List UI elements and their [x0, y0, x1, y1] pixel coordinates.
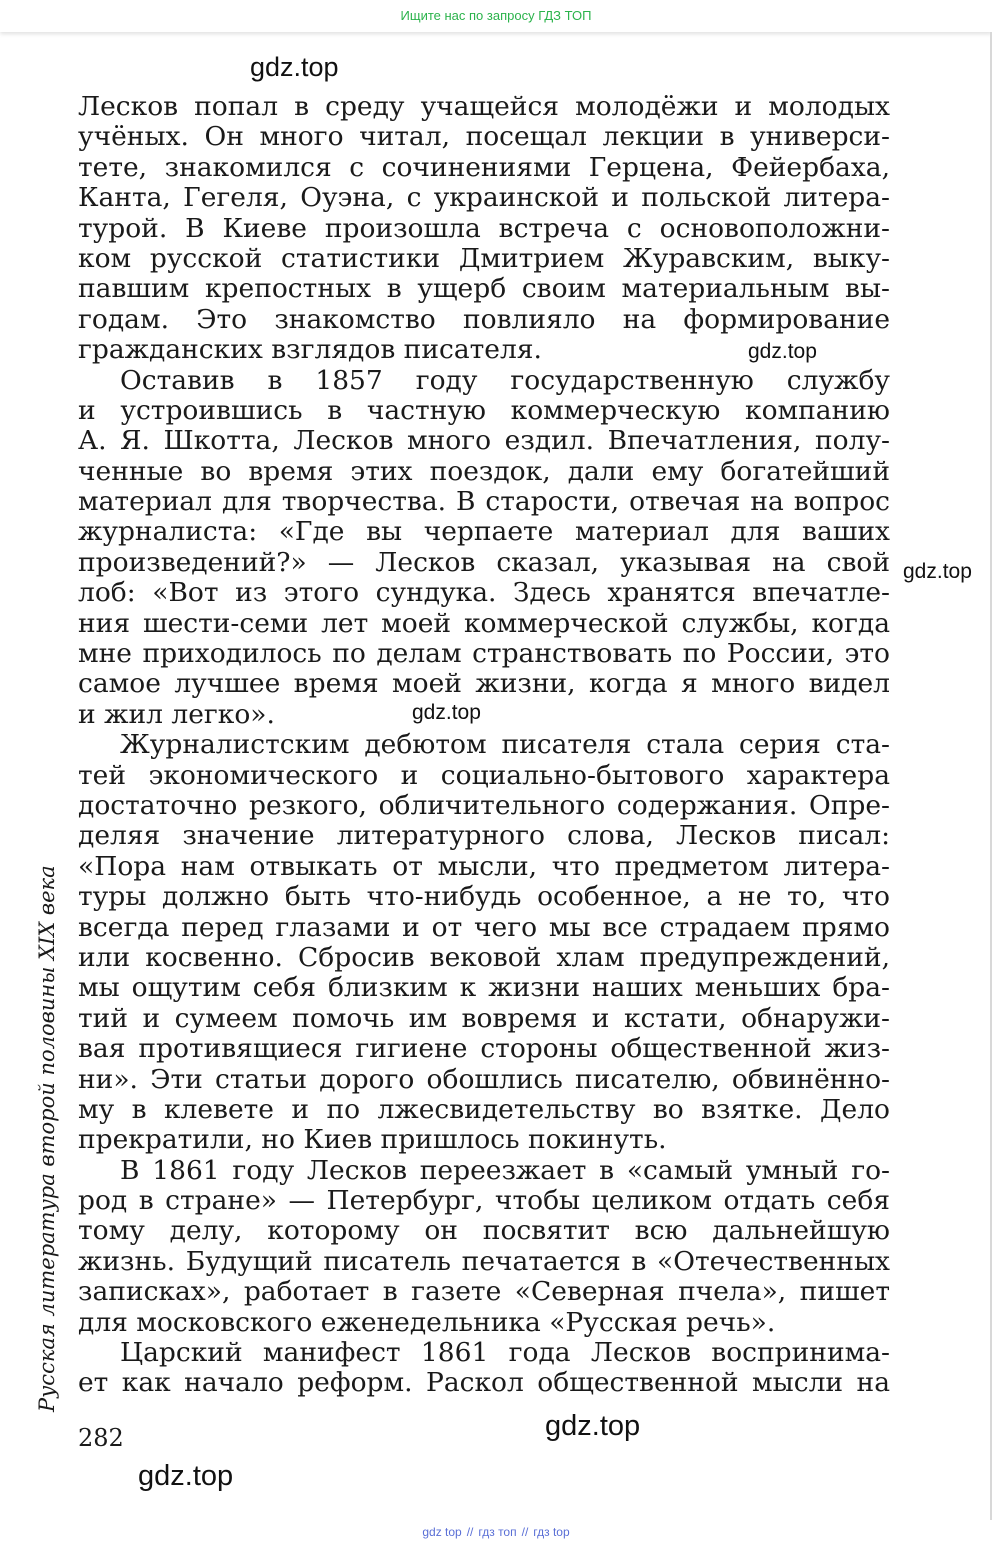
watermark: gdz.top [412, 701, 481, 724]
footer-link[interactable]: гдз top [533, 1525, 570, 1539]
footer-links [0, 1520, 992, 1550]
text-line: ния шести-семи лет моей коммерческой службы, когда [78, 608, 890, 639]
text-line: деляя значение литературного слова, Лесков писал: [78, 821, 890, 852]
text-line: ет как начало реформ. Раскол общественной мысли на [78, 1368, 890, 1399]
text-line: род в стране» — Петербург, чтобы целиком отдать себя [78, 1186, 890, 1217]
page-body-text [78, 92, 890, 1399]
text-line: записках», работает в газете «Северная пчела», пишет [78, 1277, 890, 1308]
text-line: жизнь. Будущий писатель печатается в «Отечественных [78, 1246, 890, 1277]
text-line: павшим крепостных в ущерб своим материальным вы- [78, 274, 890, 305]
text-line: учёных. Он много читал, посещал лекции в универси- [78, 122, 890, 153]
text-line: му в клевете и по лжесвидетельству во взятке. Дело [78, 1094, 890, 1125]
watermark: gdz.top [545, 1410, 641, 1442]
text-line: тому делу, которому он посвятит всю дальнейшую [78, 1216, 890, 1247]
text-line: достаточно резкого, обличительного содержания. Опре- [78, 790, 890, 821]
footer-link[interactable]: gdz top [422, 1525, 462, 1539]
text-line: тете, знакомился с сочинениями Герцена, Фейербаха, [78, 152, 890, 183]
text-line: мне приходилось по делам странствовать по России, это [78, 639, 890, 670]
text-line: ни». Эти статьи дорого обошлись писателю, обвинённо- [78, 1064, 890, 1095]
text-line: Оставив в 1857 году государственную службу [120, 365, 890, 396]
watermark: gdz.top [138, 1460, 234, 1492]
text-line: В 1861 году Лесков переезжает в «самый умный го- [120, 1155, 890, 1186]
text-line: ченные во время этих поездок, дали ему богатейший [78, 456, 890, 487]
text-line: журналиста: «Где вы черпаете материал для ваших [78, 517, 890, 548]
text-line: Канта, Гегеля, Оуэна, с украинской и польской литера- [78, 183, 890, 214]
top-banner [0, 0, 992, 32]
page-number: 282 [78, 1424, 124, 1452]
text-line: лоб: «Вот из этого сундука. Здесь хранятся впечатле- [78, 578, 890, 609]
running-head-vertical: Русская литература второй половины XIX века [35, 865, 59, 1412]
search-hint-link[interactable]: Ищите нас по запросу ГДЗ ТОП [400, 8, 592, 23]
text-line: Царский манифест 1861 года Лесков воспринима- [120, 1338, 890, 1369]
text-line: Лесков попал в среду учащейся молодёжи и молодых [78, 92, 890, 122]
text-line: материал для творчества. В старости, отвечая на вопрос [78, 487, 890, 518]
text-line: А. Я. Шкотта, Лесков много ездил. Впечатления, полу- [78, 426, 890, 457]
textbook-page [0, 32, 990, 1520]
text-line: и жил легко». [78, 699, 275, 730]
text-line: произведений?» — Лесков сказал, указывая на свой [78, 547, 890, 578]
text-line: и устроившись в частную коммерческую компанию [78, 395, 890, 426]
footer-separator: // [466, 1525, 474, 1539]
text-line: всегда перед глазами и от чего мы все страдаем прямо [78, 912, 890, 943]
text-line: Журналистским дебютом писателя стала серия ста- [120, 730, 890, 761]
text-line: туры должно быть что-нибудь особенное, а не то, что [78, 882, 890, 913]
watermark: gdz.top [903, 560, 972, 583]
text-line: «Пора нам отвыкать от мысли, что предметом литера- [78, 851, 890, 882]
text-line: гражданских взглядов писателя. [78, 335, 542, 366]
text-line: тий и сумеем помочь им вовремя и кстати, обнаружи- [78, 1003, 890, 1034]
text-line: прекратили, но Киев пришлось покинуть. [78, 1125, 667, 1156]
text-line: тей экономического и социально-бытового характера [78, 760, 890, 791]
text-line: самое лучшее время моей жизни, когда я много видел [78, 669, 890, 700]
text-line: или косвенно. Сбросив вековой хлам предупреждений, [78, 942, 890, 973]
watermark: gdz.top [748, 340, 817, 363]
footer-separator: // [521, 1525, 529, 1539]
text-line: мы ощутим себя близким к жизни наших меньших бра- [78, 973, 890, 1004]
text-line: турой. В Киеве произошла встреча с основоположни- [78, 213, 890, 244]
footer-link[interactable]: гдз топ [478, 1525, 517, 1539]
text-line: ком русской статистики Дмитрием Журавским, выку- [78, 243, 890, 274]
text-line: вая противящиеся гигиене стороны общественной жиз- [78, 1034, 890, 1065]
text-line: для московского еженедельника «Русская речь». [78, 1307, 776, 1338]
watermark: gdz.top [250, 52, 339, 82]
text-line: годам. Это знакомство повлияло на формирование [78, 304, 890, 335]
